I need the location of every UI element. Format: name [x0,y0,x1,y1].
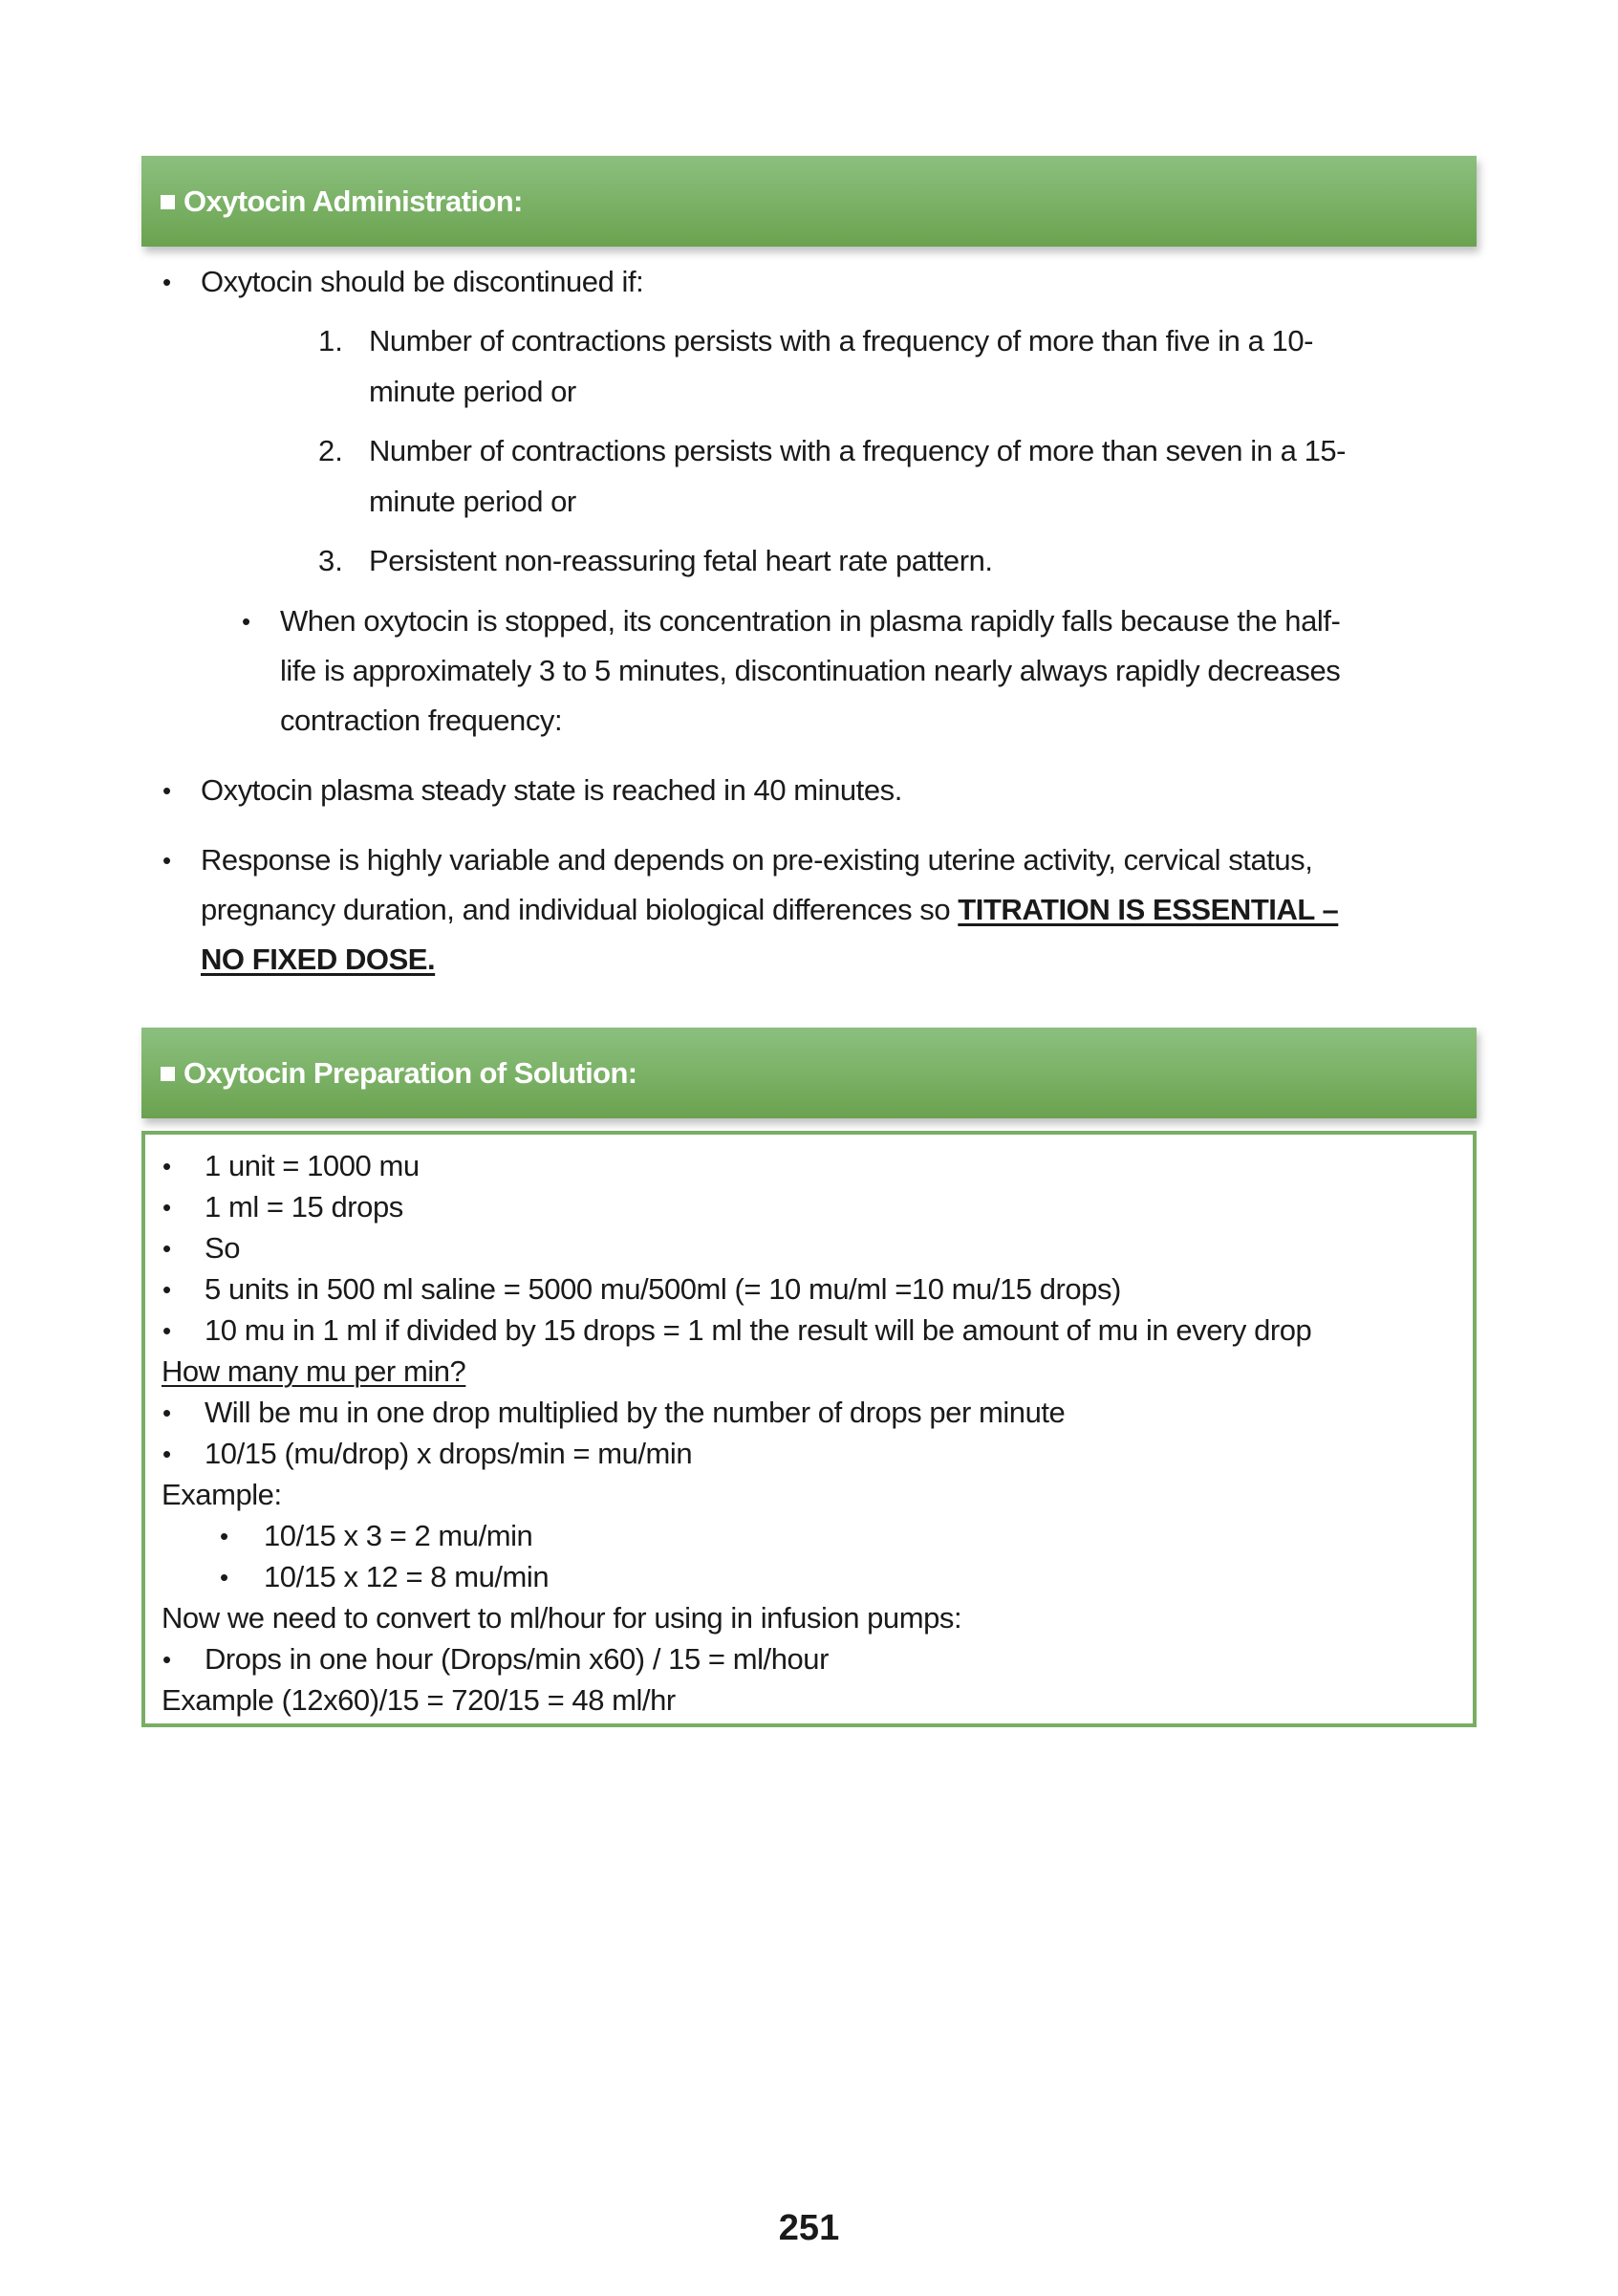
bullet-icon: • [162,1645,172,1674]
convert-example: Example (12x60)/15 = 720/15 = 48 ml/hr [162,1683,676,1717]
section-header-preparation [141,1028,1477,1118]
example-item: 10/15 x 12 = 8 mu/min [264,1560,550,1593]
condition-item-1-line2: minute period or [369,375,576,408]
list-number: 3. [318,544,343,577]
section-header-administration [141,156,1477,247]
bullet-icon: • [162,1152,172,1180]
bullet-icon: • [162,1275,172,1304]
bullet-icon: • [162,846,172,875]
list-number: 1. [318,324,343,357]
example-item: 10/15 x 3 = 2 mu/min [264,1519,533,1552]
response-line3 [201,941,435,979]
convert-formula: Drops in one hour (Drops/min x60) / 15 = ml/hour [205,1642,829,1676]
bullet-icon: • [242,607,251,636]
response-line2-text: pregnancy duration, and individual biological differences so [201,893,959,926]
page-number: 251 [778,2208,840,2248]
bullet-icon: • [162,776,172,805]
bullet-icon: • [162,1440,172,1468]
no-fixed-dose-emphasis: NO FIXED DOSE. [201,942,436,976]
fact-item: 1 ml = 15 drops [205,1190,403,1224]
response-line2 [201,891,1338,929]
bullet-icon: • [220,1563,229,1592]
stopped-note-line3: contraction frequency: [280,704,563,737]
bullet-icon: • [162,1234,172,1263]
condition-item-1-line1: Number of contractions persists with a frequency of more than five in a 10- [369,324,1314,357]
convert-intro: Now we need to convert to ml/hour for using in infusion pumps: [162,1601,962,1635]
stopped-note-line1: When oxytocin is stopped, its concentration in plasma rapidly falls because the half- [280,604,1341,638]
bullet-icon: • [162,1316,172,1345]
bullet-icon: • [220,1522,229,1550]
list-number: 2. [318,434,343,467]
square-bullet-icon [161,195,175,209]
bullet-icon: • [162,1398,172,1427]
section-title: Oxytocin Administration: [183,184,523,218]
condition-item-2-line2: minute period or [369,485,576,518]
fact-item: So [205,1231,241,1265]
method-item: 10/15 (mu/drop) x drops/min = mu/min [205,1437,693,1470]
fact-item: 5 units in 500 ml saline = 5000 mu/500ml (= 10 mu/ml =10 mu/15 drops) [205,1272,1121,1306]
titration-emphasis: TITRATION IS ESSENTIAL – [958,893,1339,926]
condition-item-3-line1: Persistent non-reassuring fetal heart rate pattern. [369,544,993,577]
stopped-note-line2: life is approximately 3 to 5 minutes, discontinuation nearly always rapidly decreases [280,654,1341,687]
steady-state-note: Oxytocin plasma steady state is reached in 40 minutes. [201,773,902,807]
response-line1: Response is highly variable and depends on pre-existing uterine activity, cervical status, [201,843,1313,877]
fact-item: 10 mu in 1 ml if divided by 15 drops = 1 ml the result will be amount of mu in every drop [205,1313,1312,1347]
example-label: Example: [162,1478,282,1511]
section-title: Oxytocin Preparation of Solution: [183,1055,637,1090]
bullet-icon: • [162,1193,172,1222]
method-item: Will be mu in one drop multiplied by the number of drops per minute [205,1396,1066,1429]
bullet-icon: • [162,268,172,296]
square-bullet-icon [161,1067,175,1081]
condition-item-2-line1: Number of contractions persists with a frequency of more than seven in a 15- [369,434,1347,467]
fact-item: 1 unit = 1000 mu [205,1149,420,1182]
discontinue-intro: Oxytocin should be discontinued if: [201,265,644,298]
question-heading: How many mu per min? [162,1354,466,1388]
